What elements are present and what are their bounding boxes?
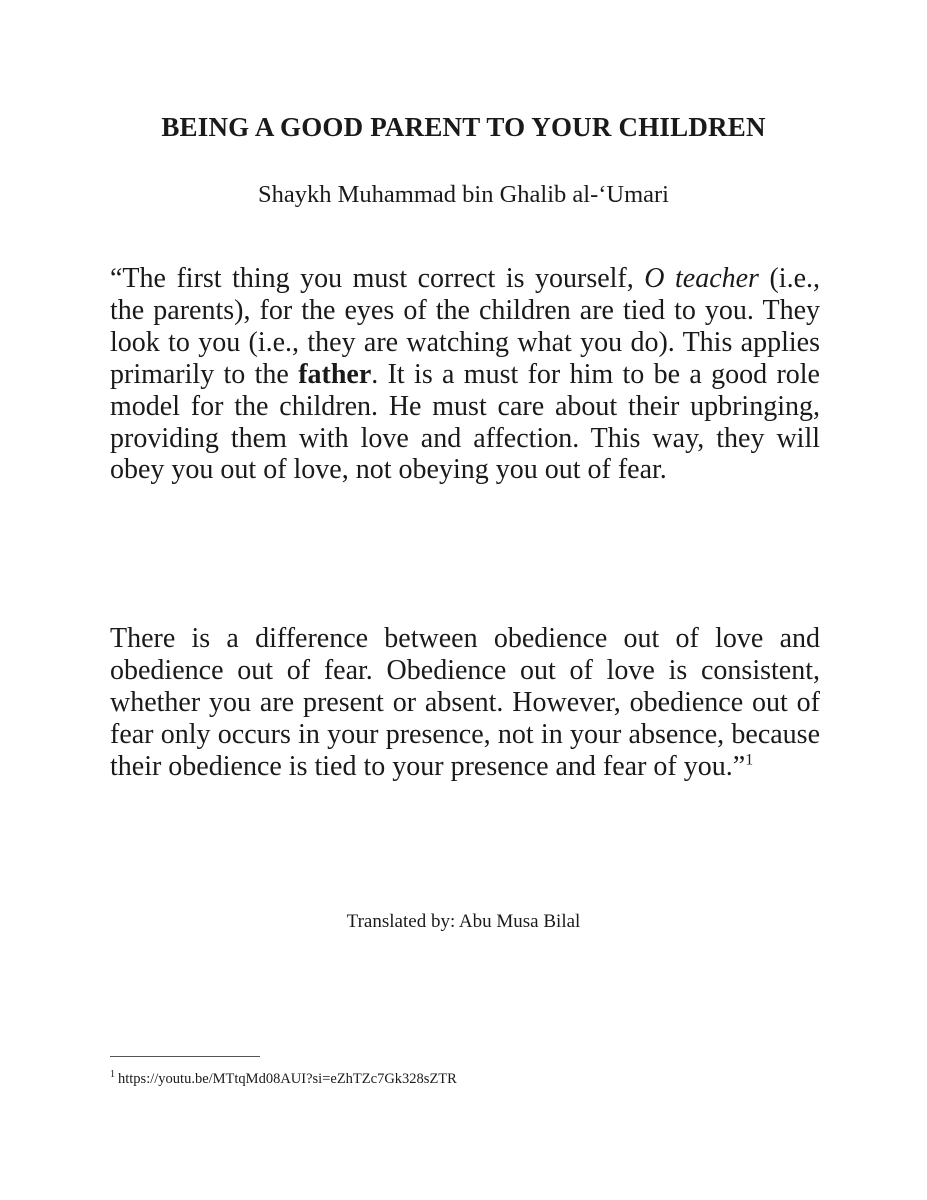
footnote — [110, 1071, 457, 1088]
paragraph-2-text: There is a difference between obedience out of love and obedience out of fear. Obedience out of love is consistent, whether you are present or absent. However, obedience out of fear only occurs in your presence, not in your absence, because their obedience is tied to your presence and fear of you.” — [110, 623, 820, 782]
paragraph-1-text-a: “The first thing you must correct is yourself, — [110, 263, 645, 294]
translator-credit: Translated by: Abu Musa Bilal — [346, 911, 581, 932]
footnote-divider — [110, 1056, 260, 1057]
footnote-number: 1 — [110, 1069, 115, 1081]
document-title: BEING A GOOD PARENT TO YOUR CHILDREN — [161, 112, 766, 142]
italic-phrase: O teacher — [644, 263, 759, 294]
paragraph-1-text-c: . It is a must for him to be a good role model for the children. He must care about their upbringing, providing them with love and affection. This way, they will obey you out of love, not obeying you out of fear. — [110, 358, 820, 486]
paragraph-1-text-b: (i.e., the parents), for the eyes of the children are tied to you. They look to you (i.e., they are watching what you do). This applies primarily to the — [110, 263, 820, 390]
quote-paragraph-2 — [110, 623, 820, 783]
author-line: Shaykh Muhammad bin Ghalib al-‘Umari — [258, 181, 669, 208]
footnote-link[interactable]: https://youtu.be/MTtqMd08AUI?si=eZhTZc7Gk328sZTR — [118, 1071, 457, 1087]
bold-word: father — [298, 358, 372, 390]
footnote-reference: 1 — [745, 751, 754, 769]
quote-paragraph-1 — [110, 263, 820, 486]
